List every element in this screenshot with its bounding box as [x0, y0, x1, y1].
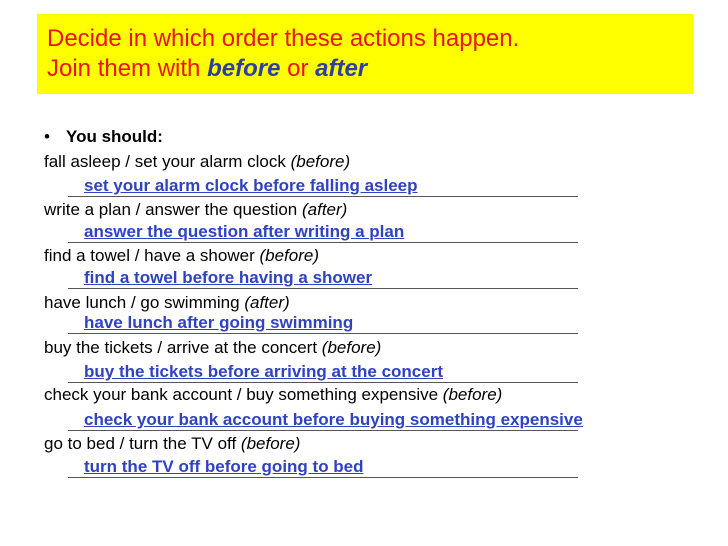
prompt-text: find a towel / have a shower	[44, 246, 260, 265]
answer-text: set your alarm clock before falling asleep	[84, 176, 418, 195]
answer-line	[68, 333, 578, 334]
prompt-hint: (before)	[290, 152, 351, 171]
answer-text: buy the tickets before arriving at the concert	[84, 362, 443, 381]
prompt-text: write a plan / answer the question	[44, 200, 302, 219]
keyword-before: before	[207, 55, 281, 82]
exercise-prompt	[44, 200, 347, 220]
prompt-text: go to bed / turn the TV off	[44, 434, 241, 453]
prompt-hint: (before)	[321, 338, 382, 357]
prompt-hint: (before)	[442, 385, 503, 404]
answer-line	[68, 382, 578, 383]
instruction-or: or	[280, 55, 316, 82]
you-should-heading	[44, 127, 163, 147]
prompt-hint: (before)	[259, 246, 319, 265]
prompt-text: fall asleep / set your alarm clock	[44, 152, 291, 171]
answer-line	[68, 477, 578, 478]
prompt-text: check your bank account / buy something expensive	[44, 385, 443, 404]
prompt-hint: (before)	[240, 434, 301, 453]
keyword-after: after	[315, 55, 368, 82]
exercise-prompt	[44, 293, 290, 313]
instruction-line-1: Decide in which order these actions happen.	[47, 25, 520, 52]
prompt-hint: (after)	[301, 200, 348, 219]
prompt-text: buy the tickets / arrive at the concert	[44, 338, 322, 357]
instruction-line-2	[47, 54, 693, 84]
instruction-banner	[37, 14, 693, 94]
bullet-dot: •	[44, 127, 50, 146]
prompt-hint: (after)	[244, 293, 290, 312]
answer-text: answer the question after writing a plan	[84, 222, 405, 241]
exercise-prompt	[44, 338, 381, 358]
answer-text: turn the TV off before going to bed	[84, 457, 364, 476]
answer-line	[68, 430, 578, 431]
answer-line	[68, 242, 578, 243]
answer-text: have lunch after going swimming	[84, 313, 354, 332]
exercise-prompt	[44, 434, 300, 454]
exercise-prompt	[44, 246, 319, 266]
answer-text: check your bank account before buying something expensive	[84, 410, 583, 429]
answer-line	[68, 196, 578, 197]
you-should-label: You should:	[66, 127, 163, 146]
answer-text: find a towel before having a shower	[84, 268, 373, 287]
exercise-prompt	[44, 385, 502, 405]
instruction-prefix: Join them with	[47, 55, 208, 82]
prompt-text: have lunch / go swimming	[44, 293, 245, 312]
answer-line	[68, 288, 578, 289]
exercise-prompt	[44, 152, 350, 172]
